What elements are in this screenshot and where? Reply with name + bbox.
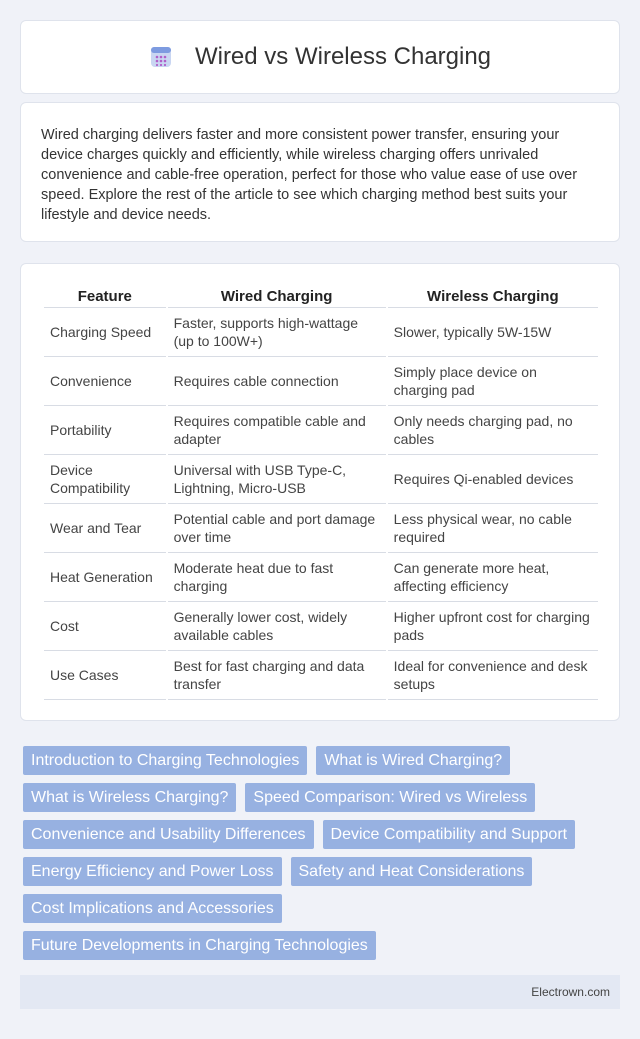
wireless-cell: Less physical wear, no cable required: [388, 504, 598, 553]
tag-row: [23, 857, 603, 886]
comparison-table: [42, 284, 600, 700]
wired-cell: Requires cable connection: [168, 357, 386, 406]
tag-energy-efficiency[interactable]: Energy Efficiency and Power Loss: [23, 857, 282, 886]
intro-card: [20, 102, 620, 242]
grid-icon: [149, 45, 173, 69]
tag-row: [23, 746, 603, 775]
comparison-table-card: [20, 263, 620, 721]
tag-convenience[interactable]: Convenience and Usability Differences: [23, 820, 314, 849]
wired-cell: Generally lower cost, widely available cables: [168, 602, 386, 651]
tag-future-developments[interactable]: Future Developments in Charging Technologies: [23, 931, 376, 960]
wireless-cell: Ideal for convenience and desk setups: [388, 651, 598, 700]
feature-cell: Use Cases: [44, 651, 166, 700]
wired-cell: Potential cable and port damage over time: [168, 504, 386, 553]
table-row: [44, 504, 598, 553]
feature-cell: Device Compatibility: [44, 455, 166, 504]
feature-cell: Heat Generation: [44, 553, 166, 602]
table-row: [44, 308, 598, 357]
table-row: [44, 651, 598, 700]
page-title: Wired vs Wireless Charging: [194, 43, 492, 70]
header-wireless: Wireless Charging: [388, 284, 598, 308]
tag-wireless-charging[interactable]: What is Wireless Charging?: [23, 783, 236, 812]
feature-cell: Wear and Tear: [44, 504, 166, 553]
header-card: [20, 20, 620, 94]
table-row: [44, 455, 598, 504]
tag-wired-charging[interactable]: What is Wired Charging?: [316, 746, 510, 775]
feature-cell: Portability: [44, 406, 166, 455]
tag-speed-comparison[interactable]: Speed Comparison: Wired vs Wireless: [245, 783, 535, 812]
wired-cell: Requires compatible cable and adapter: [168, 406, 386, 455]
wired-cell: Moderate heat due to fast charging: [168, 553, 386, 602]
tag-row: [23, 931, 603, 960]
title-wrap: [149, 43, 491, 71]
wireless-cell: Higher upfront cost for charging pads: [388, 602, 598, 651]
table-row: [44, 602, 598, 651]
wireless-cell: Can generate more heat, affecting efficiency: [388, 553, 598, 602]
wired-cell: Universal with USB Type-C, Lightning, Micro-USB: [168, 455, 386, 504]
footer-site: Electrown.com: [531, 985, 610, 999]
table-row: [44, 357, 598, 406]
tag-row: [23, 783, 603, 812]
table-row: [44, 406, 598, 455]
tag-safety-heat[interactable]: Safety and Heat Considerations: [291, 857, 533, 886]
feature-cell: Convenience: [44, 357, 166, 406]
wired-cell: Faster, supports high-wattage (up to 100W+): [168, 308, 386, 357]
tag-row: [23, 894, 603, 923]
table-header-row: [44, 284, 598, 308]
footer: [20, 975, 620, 1009]
feature-cell: Cost: [44, 602, 166, 651]
tag-introduction[interactable]: Introduction to Charging Technologies: [23, 746, 307, 775]
topic-tags: [23, 746, 603, 968]
wireless-cell: Requires Qi-enabled devices: [388, 455, 598, 504]
wireless-cell: Slower, typically 5W-15W: [388, 308, 598, 357]
table-row: [44, 553, 598, 602]
tag-device-compatibility[interactable]: Device Compatibility and Support: [323, 820, 576, 849]
feature-cell: Charging Speed: [44, 308, 166, 357]
tag-row: [23, 820, 603, 849]
wireless-cell: Simply place device on charging pad: [388, 357, 598, 406]
intro-text: Wired charging delivers faster and more consistent power transfer, ensuring your device charges quickly and efficiently, while wireless charging offers unrivaled convenience and cable-free operation, perfect for those who value ease of use over speed. Explore the rest of the article to see which charging method best suits your lifestyle and device needs.: [41, 127, 578, 223]
header-wired: Wired Charging: [168, 284, 386, 308]
wireless-cell: Only needs charging pad, no cables: [388, 406, 598, 455]
wired-cell: Best for fast charging and data transfer: [168, 651, 386, 700]
tag-cost-implications[interactable]: Cost Implications and Accessories: [23, 894, 282, 923]
header-feature: Feature: [44, 284, 166, 308]
